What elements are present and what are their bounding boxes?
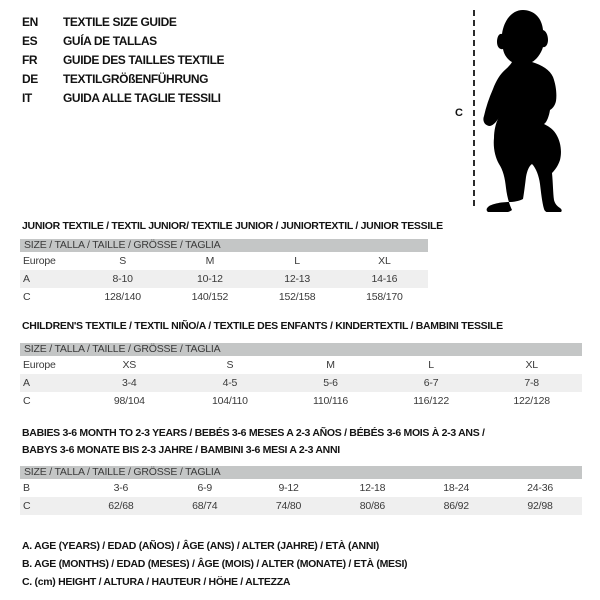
row-label: C [23, 500, 31, 512]
size-cell: L [428, 359, 434, 371]
size-cell: 110/116 [312, 395, 348, 407]
size-cell: 86/92 [443, 500, 469, 512]
size-cell: 104/110 [212, 395, 248, 407]
table-row [20, 497, 582, 515]
guide-title: GUÍA DE TALLAS [63, 33, 157, 48]
size-cell: 68/74 [192, 500, 218, 512]
size-cell: XL [525, 359, 538, 371]
language-code: DE [22, 71, 38, 86]
row-label: C [23, 395, 31, 407]
height-measure-label: C [455, 107, 463, 119]
size-header-bar: SIZE / TALLA / TAILLE / GRÖSSE / TAGLIA [20, 466, 582, 479]
guide-title: TEXTILGRÖßENFÜHRUNG [63, 71, 209, 86]
size-table-junior [20, 219, 443, 306]
guide-title: GUIDE DES TAILLES TEXTILE [63, 52, 225, 67]
size-cell: 18-24 [443, 482, 470, 494]
table-row [20, 392, 582, 410]
table-title: BABIES 3-6 MONTH TO 2-3 YEARS / BEBÉS 3-6 MESES A 2-3 AÑOS / BÉBÉS 3-6 MOIS À 2-3 ANS / [22, 427, 485, 439]
guide-title: GUIDA ALLE TAGLIE TESSILI [63, 90, 221, 105]
table-title-line2: BABYS 3-6 MONATE BIS 2-3 JAHRE / BAMBINI 3-6 MESI A 2-3 ANNI [22, 444, 340, 456]
table-row [20, 479, 582, 497]
size-cell: 98/104 [113, 395, 145, 407]
row-label: A [23, 273, 30, 285]
language-code: IT [22, 90, 32, 105]
language-title-list [22, 12, 224, 107]
language-row [22, 12, 224, 31]
footnote-line: C. (cm) HEIGHT / ALTURA / HAUTEUR / HÖHE / ALTEZZA [22, 576, 291, 588]
guide-title: TEXTILE SIZE GUIDE [63, 14, 177, 29]
size-cell: 6-9 [197, 482, 213, 494]
size-cell: 74/80 [275, 500, 302, 512]
size-cell: S [119, 255, 127, 267]
row-label: Europe [23, 255, 56, 267]
table-row [20, 252, 428, 270]
table-row [20, 270, 428, 288]
size-cell: M [326, 359, 335, 371]
language-row [22, 50, 224, 69]
language-row [22, 69, 224, 88]
baby-silhouette-icon [478, 8, 568, 212]
size-cell: M [205, 255, 215, 267]
row-label: C [23, 291, 31, 303]
table-row [20, 288, 428, 306]
size-cell: XS [122, 359, 137, 371]
size-cell: 158/170 [366, 291, 403, 303]
size-cell: 140/152 [191, 291, 229, 303]
size-cell: 10-12 [196, 273, 223, 285]
size-cell: 5-6 [323, 377, 338, 389]
footnotes [22, 537, 407, 591]
size-cell: 7-8 [524, 377, 539, 389]
size-table-children [20, 319, 582, 410]
size-cell: 14-16 [371, 273, 398, 285]
height-measure-dashed-line [473, 10, 475, 206]
footnote-line: A. AGE (YEARS) / EDAD (AÑOS) / ÂGE (ANS) / ALTER (JAHRE) / ETÀ (ANNI) [22, 540, 379, 552]
row-label: B [23, 482, 30, 494]
size-cell: 8-10 [112, 273, 133, 285]
size-cell: 122/128 [513, 395, 550, 407]
size-cell: 4-5 [222, 377, 238, 389]
language-code: FR [22, 52, 38, 67]
table-row [20, 356, 582, 374]
footnote-line: B. AGE (MONTHS) / EDAD (MESES) / ÂGE (MOIS) / ALTER (MONATE) / ETÀ (MESI) [22, 558, 408, 570]
language-code: ES [22, 33, 38, 48]
language-row [22, 88, 224, 107]
size-cell: 80/86 [359, 500, 386, 512]
size-cell: 62/68 [108, 500, 134, 512]
size-cell: 3-4 [122, 377, 137, 389]
size-header-bar: SIZE / TALLA / TAILLE / GRÖSSE / TAGLIA [20, 239, 428, 252]
table-title: CHILDREN'S TEXTILE / TEXTIL NIÑO/A / TEXTILE DES ENFANTS / KINDERTEXTIL / BAMBINI TESSILE [22, 320, 503, 332]
size-cell: 116/122 [413, 395, 449, 407]
size-cell: 152/158 [278, 291, 316, 303]
size-cell: 3-6 [113, 482, 129, 494]
row-label: A [23, 377, 30, 389]
size-cell: XL [378, 255, 391, 267]
table-title: JUNIOR TEXTILE / TEXTIL JUNIOR/ TEXTILE JUNIOR / JUNIORTEXTIL / JUNIOR TESSILE [22, 220, 443, 232]
size-cell: S [226, 359, 234, 371]
language-row [22, 31, 224, 50]
size-cell: L [294, 255, 300, 267]
size-cell: 6-7 [423, 377, 439, 389]
size-table-babies [20, 425, 582, 515]
size-cell: 12-18 [359, 482, 386, 494]
size-cell: 12-13 [284, 273, 311, 285]
language-code: EN [22, 14, 38, 29]
row-label: Europe [23, 359, 56, 371]
size-cell: 92/98 [527, 500, 553, 512]
size-cell: 24-36 [527, 482, 553, 494]
size-header-bar: SIZE / TALLA / TAILLE / GRÖSSE / TAGLIA [20, 343, 582, 356]
table-row [20, 374, 582, 392]
size-cell: 128/140 [104, 291, 141, 303]
size-cell: 9-12 [278, 482, 299, 494]
